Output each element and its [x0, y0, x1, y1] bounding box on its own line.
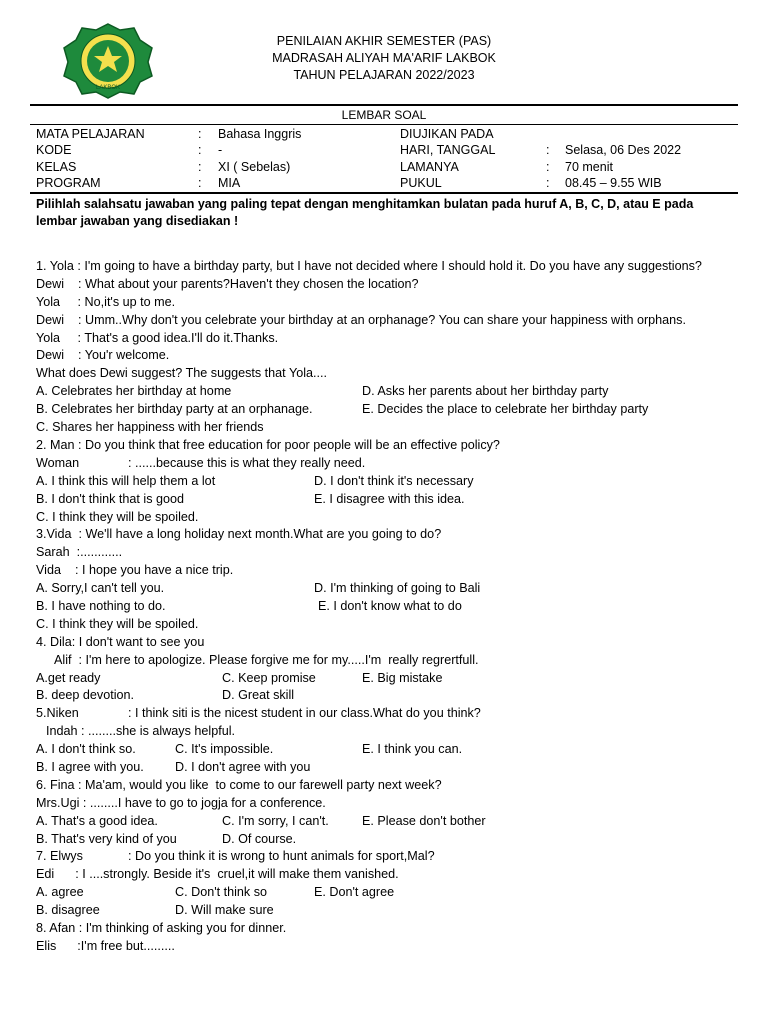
options-row: [36, 616, 746, 634]
option-a[interactable]: A. agree: [36, 885, 84, 900]
dialog-line: Elis :I'm free but.........: [36, 938, 175, 953]
option-e[interactable]: E. Decides the place to celebrate her birthday party: [362, 402, 649, 417]
options-row: [36, 670, 746, 688]
question-8: 8. Afan : I'm thinking of asking you for dinner.: [36, 920, 287, 935]
header-divider: [30, 104, 738, 106]
options-row: [36, 401, 746, 419]
option-d[interactable]: D. Asks her parents about her birthday party: [362, 384, 609, 399]
option-c[interactable]: C. Don't think so: [175, 885, 267, 900]
info-labels-right: DIUJIKAN PADA HARI, TANGGAL LAMANYA PUKUL: [400, 127, 496, 190]
options-row: [36, 759, 746, 777]
question-4: 4. Dila: I don't want to see you: [36, 634, 205, 649]
info-divider: [30, 192, 738, 194]
option-b[interactable]: B. I don't think that is good: [36, 491, 185, 506]
question-7: 7. Elwys : Do you think it is wrong to hunt animals for sport,Mal?: [36, 849, 435, 864]
dialog-line: Sarah :............: [36, 545, 123, 560]
options-row: [36, 598, 746, 616]
dialog-line: Dewi : What about your parents?Haven't they chosen the location?: [36, 276, 419, 291]
option-c[interactable]: C. Shares her happiness with her friends: [36, 420, 264, 435]
option-b[interactable]: B. Celebrates her birthday party at an orphanage.: [36, 402, 313, 417]
options-row: [36, 491, 746, 509]
options-row: [36, 473, 746, 491]
question-prompt: What does Dewi suggest? The suggests that Yola....: [36, 366, 328, 381]
options-row: [36, 509, 746, 527]
option-c[interactable]: C. I think they will be spoiled.: [36, 616, 199, 631]
option-c[interactable]: C. I'm sorry, I can't.: [222, 813, 329, 828]
question-6: 6. Fina : Ma'am, would you like to come to our farewell party next week?: [36, 777, 442, 792]
sheet-title: LEMBAR SOAL: [341, 108, 427, 122]
option-b[interactable]: B. That's very kind of you: [36, 831, 177, 846]
options-row: [36, 741, 746, 759]
options-row: [36, 884, 746, 902]
options-row: [36, 813, 746, 831]
option-e[interactable]: E. Don't agree: [314, 885, 395, 900]
option-c[interactable]: C. It's impossible.: [175, 742, 274, 757]
question-1-line: 1. Yola : I'm going to have a birthday party, but I have not decided where I should hold it. Do you have any suggestions?: [36, 259, 702, 273]
option-e[interactable]: E. I don't know what to do: [318, 598, 462, 613]
option-e[interactable]: E. Please don't bother: [362, 813, 486, 828]
option-a[interactable]: A. Celebrates her birthday at home: [36, 384, 232, 399]
dialog-line: Mrs.Ugi : ........I have to go to jogja for a conference.: [36, 795, 326, 810]
option-d[interactable]: D. I don't think it's necessary: [314, 473, 474, 488]
dialog-line: Dewi : You'r welcome.: [36, 348, 170, 363]
questions: [36, 258, 746, 956]
sheet-divider: [30, 124, 738, 125]
question-2: 2. Man : Do you think that free education for poor people will be an effective policy?: [36, 437, 500, 452]
options-row: [36, 419, 746, 437]
option-a[interactable]: A. I think this will help them a lot: [36, 473, 216, 488]
dialog-line: Vida : I hope you have a nice trip.: [36, 563, 234, 578]
svg-text:LAKBOK: LAKBOK: [95, 85, 121, 91]
option-e[interactable]: E. I think you can.: [362, 742, 463, 757]
option-d[interactable]: D. I don't agree with you: [175, 759, 311, 774]
option-b[interactable]: B. I have nothing to do.: [36, 598, 166, 613]
dialog-line: Yola : That's a good idea.I'll do it.Thanks.: [36, 330, 279, 345]
info-labels-left: MATA PELAJARAN KODE KELAS PROGRAM: [36, 127, 145, 190]
dialog-line: Dewi : Umm..Why don't you celebrate your birthday at an orphanage? You can share your happiness with orphans.: [36, 312, 686, 327]
school-name: MADRASAH ALIYAH MA'ARIF LAKBOK: [272, 51, 496, 65]
options-row: [36, 902, 746, 920]
option-d[interactable]: D. Great skill: [222, 688, 295, 703]
options-row: [36, 687, 746, 705]
option-a[interactable]: A.get ready: [36, 670, 101, 685]
instructions: Pilihlah salahsatu jawaban yang paling tepat dengan menghitamkan bulatan pada huruf A, B, C, D, atau E pada lembar jawaban yang disediakan !: [36, 197, 694, 228]
option-e[interactable]: E. Big mistake: [362, 670, 443, 685]
exam-title: PENILAIAN AKHIR SEMESTER (PAS): [276, 34, 492, 48]
info-values-left: Bahasa Inggris - XI ( Sebelas) MIA: [218, 127, 302, 190]
option-d[interactable]: D. Of course.: [222, 831, 297, 846]
option-a[interactable]: A. Sorry,I can't tell you.: [36, 581, 165, 596]
dialog-line: Edi : I ....strongly. Beside it's cruel,it will make them vanished.: [36, 867, 399, 882]
option-b[interactable]: B. deep devotion.: [36, 688, 135, 703]
option-a[interactable]: A. That's a good idea.: [36, 813, 158, 828]
option-c[interactable]: C. I think they will be spoiled.: [36, 509, 199, 524]
dialog-line: Yola : No,it's up to me.: [36, 294, 176, 309]
option-e[interactable]: E. I disagree with this idea.: [314, 491, 465, 506]
option-d[interactable]: D. Will make sure: [175, 903, 274, 918]
dialog-line: Alif : I'm here to apologize. Please forgive me for my.....I'm really regrertfull.: [54, 652, 479, 667]
options-row: [36, 580, 746, 598]
option-c[interactable]: C. Keep promise: [222, 670, 316, 685]
question-5: 5.Niken : I think siti is the nicest student in our class.What do you think?: [36, 706, 481, 721]
option-a[interactable]: A. I don't think so.: [36, 742, 136, 757]
dialog-line: Woman : ......because this is what they really need.: [36, 455, 366, 470]
academic-year: TAHUN PELAJARAN 2022/2023: [293, 68, 475, 82]
info-values-right: Selasa, 06 Des 2022 70 menit 08.45 – 9.55 WIB: [565, 143, 682, 190]
dialog-line: Indah : ........she is always helpful.: [46, 724, 236, 739]
option-d[interactable]: D. I'm thinking of going to Bali: [314, 581, 481, 596]
question-3: 3.Vida : We'll have a long holiday next month.What are you going to do?: [36, 527, 442, 542]
option-b[interactable]: B. disagree: [36, 903, 100, 918]
options-row: [36, 383, 746, 401]
options-row: [36, 831, 746, 849]
option-b[interactable]: B. I agree with you.: [36, 759, 144, 774]
info-colons-right: : : :: [546, 143, 550, 190]
info-colons-left: : : : :: [198, 127, 202, 190]
